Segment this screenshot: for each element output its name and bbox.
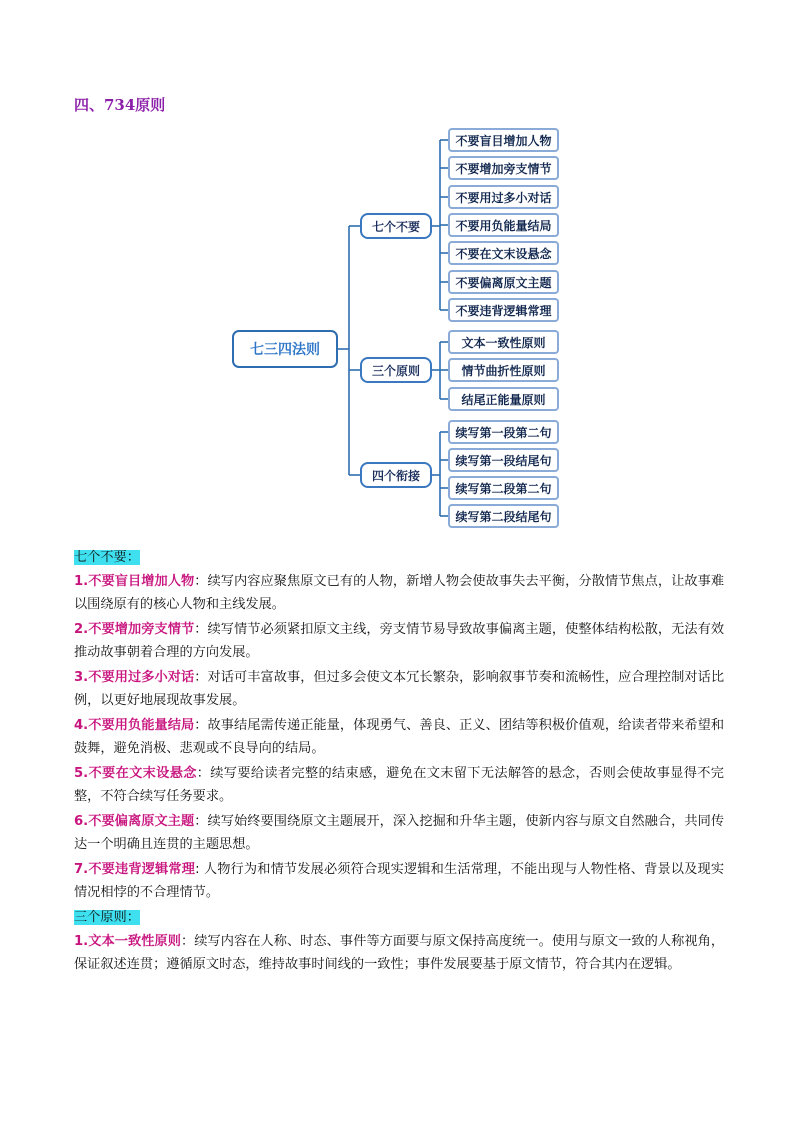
leaf-node: 不要偏离原文主题 bbox=[448, 270, 559, 294]
mindmap-root: 七三四法则 bbox=[232, 330, 338, 368]
mind-map-connectors bbox=[0, 0, 794, 540]
list-item: 7.不要违背逻辑常理: 人物行为和情节发展必须符合现实逻辑和生活常理，不能出现与人物性格、背景以及现实情况相悖的不合理情节。 bbox=[74, 862, 725, 901]
three-principles-heading: 三个原则： bbox=[74, 910, 140, 925]
leaf-node: 文本一致性原则 bbox=[448, 330, 559, 354]
list-item: 6.不要偏离原文主题：续写始终要围绕原文主题展开，深入挖掘和升华主题，使新内容与原文自然融合，共同传达一个明确且连贯的主题思想。 bbox=[74, 814, 725, 853]
leaf-node: 情节曲折性原则 bbox=[448, 358, 559, 382]
leaf-node: 不要增加旁支情节 bbox=[448, 156, 559, 180]
branch-four-links: 四个衔接 bbox=[360, 462, 432, 488]
list-item: 1.不要盲目增加人物：续写内容应聚焦原文已有的人物，新增人物会使故事失去平衡，分散情节焦点，让故事难以围绕原有的核心人物和主线发展。 bbox=[74, 574, 725, 613]
list-item: 3.不要用过多小对话：对话可丰富故事，但过多会使文本冗长繁杂，影响叙事节奏和流畅性，应合理控制对话比例，以更好地展现故事发展。 bbox=[74, 670, 725, 709]
list-item: 2.不要增加旁支情节：续写情节必须紧扣原文主线，旁支情节易导致故事偏离主题，使整体结构松散，无法有效推动故事朝着合理的方向发展。 bbox=[74, 622, 725, 661]
leaf-node: 不要用负能量结局 bbox=[448, 213, 559, 237]
leaf-node: 不要违背逻辑常理 bbox=[448, 298, 559, 322]
seven-nots-heading: 七个不要： bbox=[74, 550, 140, 565]
list-item: 4.不要用负能量结局：故事结尾需传递正能量，体现勇气、善良、正义、团结等积极价值观，给读者带来希望和鼓舞，避免消极、悲观或不良导向的结局。 bbox=[74, 718, 725, 757]
leaf-node: 不要在文末设悬念 bbox=[448, 241, 559, 265]
leaf-node: 不要用过多小对话 bbox=[448, 185, 559, 209]
leaf-node: 续写第一段结尾句 bbox=[448, 448, 559, 472]
leaf-node: 结尾正能量原则 bbox=[448, 387, 559, 411]
section-title: 四、734原则 bbox=[74, 96, 166, 114]
leaf-node: 续写第一段第二句 bbox=[448, 420, 559, 444]
leaf-node: 续写第二段第二句 bbox=[448, 476, 559, 500]
branch-three-principles: 三个原则 bbox=[360, 357, 432, 383]
list-item: 5.不要在文末设悬念：续写要给读者完整的结束感，避免在文末留下无法解答的悬念，否则会使故事显得不完整，不符合续写任务要求。 bbox=[74, 766, 724, 805]
leaf-node: 不要盲目增加人物 bbox=[448, 128, 559, 152]
list-item: 1.文本一致性原则：续写内容在人称、时态、事件等方面要与原文保持高度统一。使用与原文一致的人称视角，保证叙述连贯；遵循原文时态，维持故事时间线的一致性；事件发展要基于原文情节，符合其内在逻辑。 bbox=[74, 934, 725, 973]
branch-seven-nots: 七个不要 bbox=[360, 213, 432, 239]
leaf-node: 续写第二段结尾句 bbox=[448, 504, 559, 528]
